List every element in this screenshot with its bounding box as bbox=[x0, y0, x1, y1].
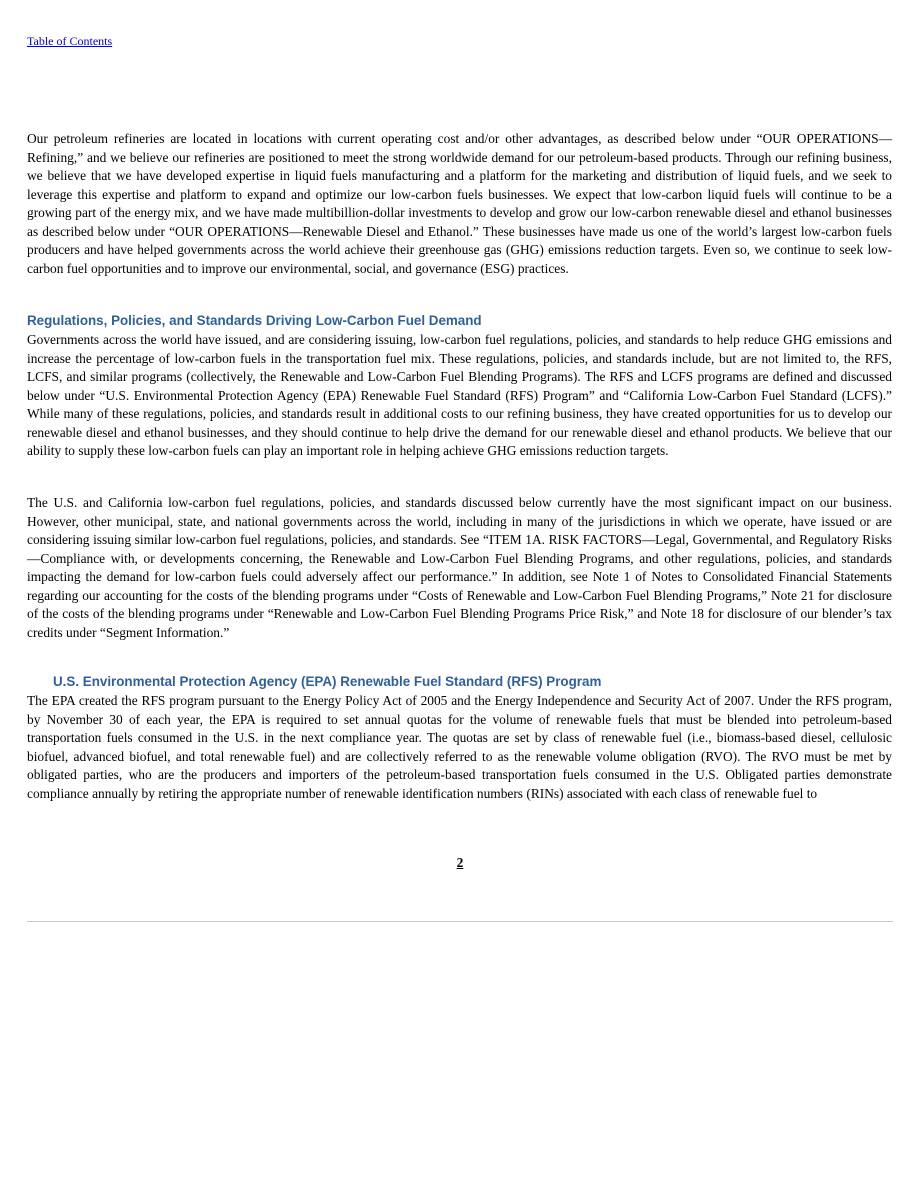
us-california-paragraph: The U.S. and California low-carbon fuel regulations, policies, and standards discussed below currently have the most significant impact on our business. However, other municipal, state, and national governments across the world, including in many of the jurisdictions in which we operate, have issued or are considering issuing similar low-carbon fuel regulations, policies, and standards. See “ITEM 1A. RISK FACTORS—Legal, Governmental, and Regulatory Risks—Compliance with, or developments concerning, the Renewable and Low-Carbon Fuel Blending Programs, and other regulations, policies, and standards impacting the demand for low-carbon fuels could adversely affect our performance.” In addition, see Note 1 of Notes to Consolidated Financial Statements regarding our accounting for the costs of the blending programs under “Costs of Renewable and Low-Carbon Fuel Blending Programs,” Note 21 for disclosure of the costs of the blending programs under “Renewable and Low-Carbon Fuel Blending Programs Price Risk,” and Note 18 for disclosure of our blender’s tax credits under “Segment Information.” bbox=[27, 495, 892, 640]
intro-paragraph: Our petroleum refineries are located in locations with current operating cost and/or other advantages, as described below under “OUR OPERATIONS—Refining,” and we believe our refineries are positioned to meet the strong worldwide demand for our petroleum-based products. Through our refining business, we believe that we have developed expertise in liquid fuels manufacturing and a platform for the marketing and distribution of liquid fuels, and we seek to leverage this expertise and platform to expand and optimize our low-carbon fuels businesses. We expect that low-carbon liquid fuels will continue to be a growing part of the energy mix, and we have made multibillion-dollar investments to develop and grow our low-carbon renewable diesel and ethanol businesses as described below under “OUR OPERATIONS—Renewable Diesel and Ethanol.” These businesses have made us one of the world’s largest low-carbon fuels producers and have helped governments across the world achieve their greenhouse gas (GHG) emissions reduction targets. Even so, we continue to seek low-carbon fuel opportunities and to improve our environmental, social, and governance (ESG) practices. bbox=[27, 131, 892, 276]
page-divider bbox=[27, 921, 893, 922]
page-number: 2 bbox=[456, 855, 464, 870]
table-of-contents-link[interactable]: Table of Contents bbox=[27, 34, 113, 48]
rfs-paragraph: The EPA created the RFS program pursuant to the Energy Policy Act of 2005 and the Energy Independence and Security Act of 2007. Under the RFS program, by November 30 of each year, the EPA is required to set annual quotas for the volume of renewable fuels that must be blended into petroleum-based transportation fuels consumed in the U.S. in the next compliance year. The quotas are set by class of renewable fuel (i.e., biomass-based diesel, cellulosic biofuel, advanced biofuel, and total renewable fuel) and are collectively referred to as the renewable volume obligation (RVO). The RVO must be met by obligated parties, who are the producers and importers of the petroleum-based transportation fuels consumed in the U.S. Obligated parties demonstrate compliance annually by retiring the appropriate number of renewable identification numbers (RINs) associated with each class of renewable fuel to bbox=[27, 693, 892, 801]
regulations-paragraph: Governments across the world have issued, and are considering issuing, low-carbon fuel regulations, policies, and standards to help reduce GHG emissions and increase the percentage of low-carbon fuels in the transportation fuel mix. These regulations, policies, and standards include, but are not limited to, the RFS, LCFS, and similar programs (collectively, the Renewable and Low-Carbon Fuel Blending Programs). The RFS and LCFS programs are defined and discussed below under “U.S. Environmental Protection Agency (EPA) Renewable Fuel Standard (RFS) Program” and “California Low-Carbon Fuel Standard (LCFS).” While many of these regulations, policies, and standards result in additional costs to our refining business, they have created opportunities for us to develop our renewable diesel and ethanol businesses, and they should continue to help drive the demand for our renewable diesel and ethanol products. We believe that our ability to supply these low-carbon fuels can play an important role in helping achieve GHG emissions reduction targets. bbox=[27, 332, 892, 458]
section-heading-regulations: Regulations, Policies, and Standards Driving Low-Carbon Fuel Demand bbox=[27, 313, 482, 328]
section-heading-rfs: U.S. Environmental Protection Agency (EPA) Renewable Fuel Standard (RFS) Program bbox=[53, 674, 602, 689]
